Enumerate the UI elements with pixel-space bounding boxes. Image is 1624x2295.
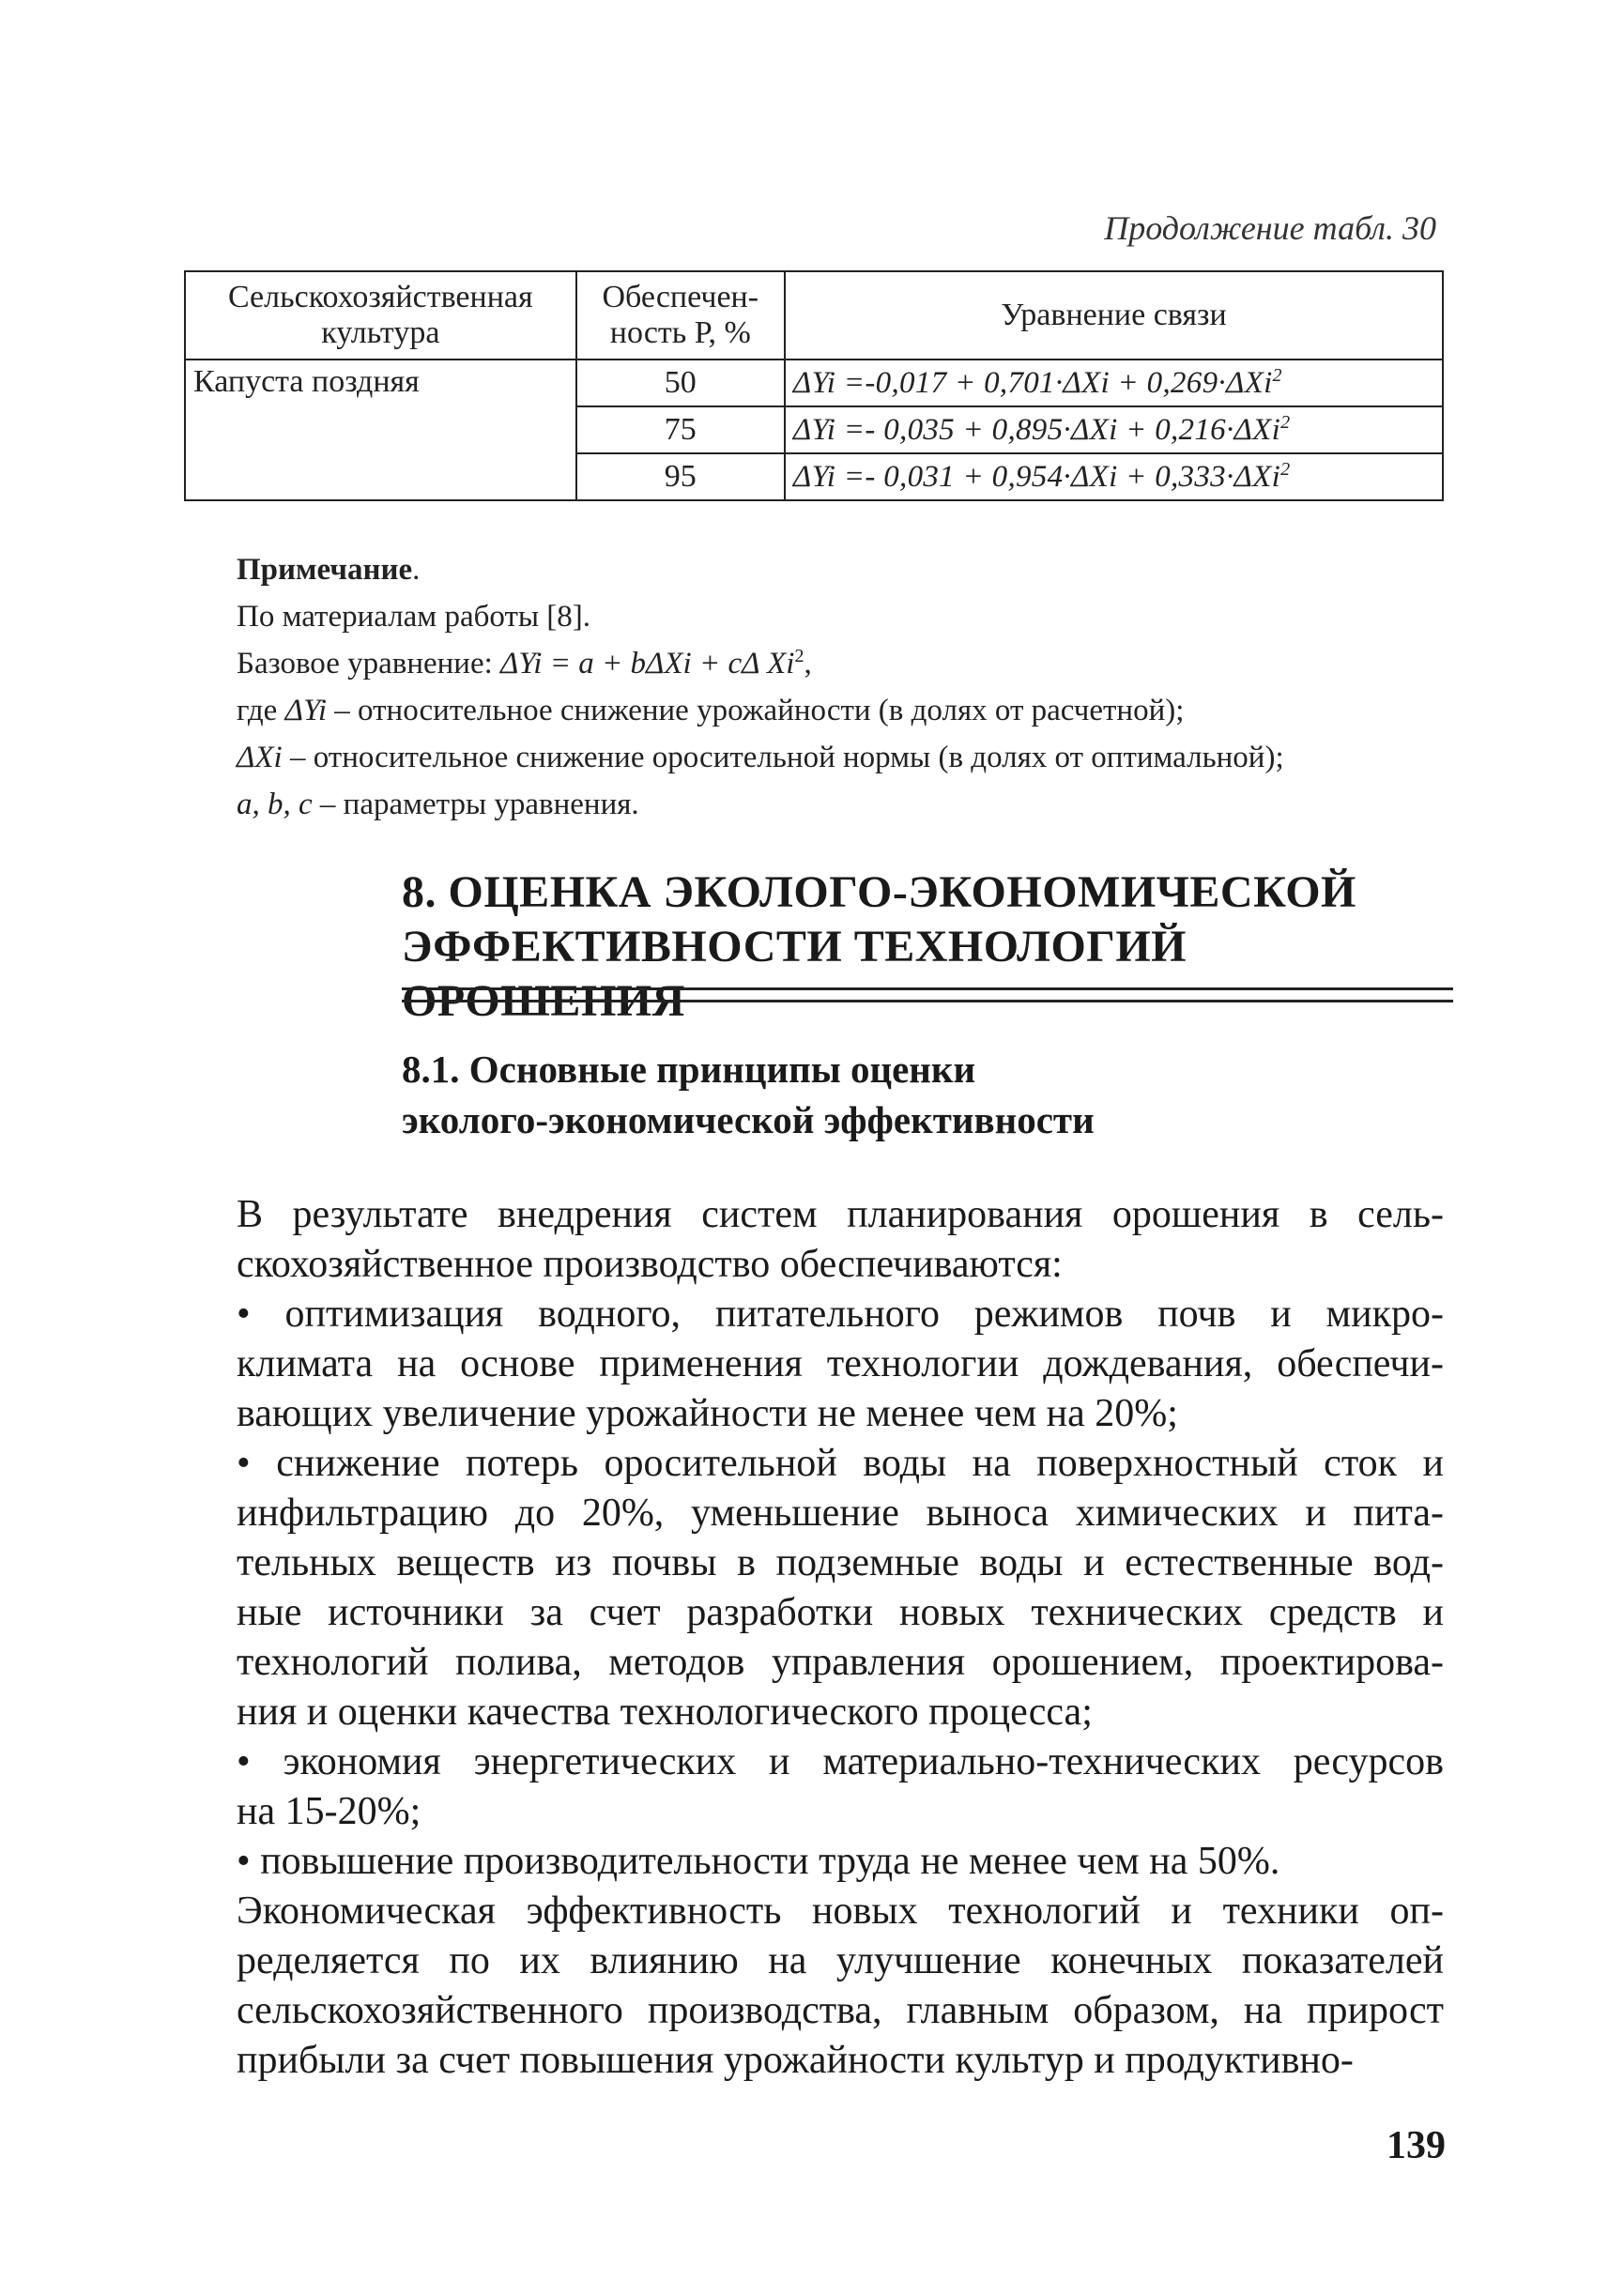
paragraph-line: тельных веществ из почвы в подземные воды и естественные вод-: [237, 1541, 1444, 1584]
paragraph-line: климата на основе применения технологии дождевания, обеспечи-: [237, 1342, 1444, 1385]
note-where-dx: ΔXi – относительное снижение оросительной нормы (в долях от оптимальной);: [237, 741, 1284, 774]
header-probability: Обеспечен-ность Р, %: [576, 271, 785, 360]
header-crop: Сельскохозяйственная культура: [185, 271, 576, 360]
paragraph-line: прибыли за счет повышения урожайности культур и продуктивно-: [237, 2039, 1354, 2082]
paragraph-line: • оптимизация водного, питательного режимов почв и микро-: [237, 1293, 1444, 1336]
section-heading: 8. ОЦЕНКА ЭКОЛОГО-ЭКОНОМИЧЕСКОЙ ЭФФЕКТИВНОСТИ ТЕХНОЛОГИЙ ОРОШЕНИЯ: [402, 867, 1356, 1026]
equation-table: [184, 270, 1444, 501]
table-header-row: [185, 271, 1443, 360]
note-base-equation: Базовое уравнение: ΔYi = a + bΔXi + cΔ Xi$^2$,: [237, 646, 812, 681]
note-title-line: Примечание.: [237, 553, 421, 587]
paragraph-line: сельскохозяйственного производства, главным образом, на прирост: [237, 1989, 1444, 2032]
crop-cell: Капуста поздняя: [185, 360, 576, 500]
paragraph-line: ределяется по их влиянию на улучшение конечных показателей: [237, 1939, 1444, 1982]
subsection-heading: 8.1. Основные принципы оценки эколого-экономической эффективности: [402, 1048, 1095, 1141]
paragraph-line: скохозяйственное производство обеспечиваются:: [237, 1243, 1063, 1286]
table-note: [237, 546, 1448, 828]
equation-cell: ΔYi =-0,017 + 0,701·ΔXi + 0,269·ΔXi$^2$: [785, 360, 1443, 406]
equation-cell: ΔYi =- 0,031 + 0,954·ΔXi + 0,333·ΔXi$^2$: [785, 453, 1443, 500]
paragraph-line: ния и оценки качества технологического процесса;: [237, 1691, 1093, 1734]
paragraph-line: технологий полива, методов управления орошением, проектирова-: [237, 1641, 1444, 1684]
paragraph: [184, 1887, 1444, 2086]
paragraph: [184, 1439, 1444, 1737]
body-text: [184, 1190, 1444, 2086]
equation-cell: ΔYi =- 0,035 + 0,895·ΔXi + 0,216·ΔXi$^2$: [785, 406, 1443, 453]
paragraph: [184, 1290, 1444, 1439]
probability-cell: 75: [576, 406, 785, 453]
paragraph-line: В результате внедрения систем планирования орошения в сель-: [237, 1193, 1444, 1236]
note-where-dy: где ΔYi – относительное снижение урожайности (в долях от расчетной);: [237, 694, 1185, 727]
paragraph: [184, 1837, 1444, 1887]
table-continuation-label: Продолжение табл. 30: [1104, 209, 1436, 247]
header-equation: Уравнение связи: [785, 271, 1443, 360]
paragraph: [184, 1737, 1444, 1837]
heading-double-rule: [402, 987, 1453, 1002]
paragraph-line: • экономия энергетических и материально-технических ресурсов: [237, 1740, 1444, 1783]
paragraph-line: • повышение производительности труда не менее чем на 50%.: [237, 1840, 1280, 1883]
note-params: a, b, c – параметры уравнения.: [237, 788, 639, 821]
paragraph: [184, 1190, 1444, 1290]
paragraph-line: ные источники за счет разработки новых технических средств и: [237, 1591, 1444, 1634]
paragraph-line: • снижение потерь оросительной воды на поверхностный сток и: [237, 1442, 1444, 1485]
note-title: Примечание: [237, 553, 413, 587]
probability-cell: 50: [576, 360, 785, 406]
paragraph-line: на 15-20%;: [237, 1790, 421, 1833]
paragraph-line: вающих увеличение урожайности не менее чем на 20%;: [237, 1392, 1178, 1435]
page-number: 139: [1387, 2124, 1446, 2167]
paragraph-line: Экономическая эффективность новых технологий и техники оп-: [237, 1890, 1444, 1933]
note-source: По материалам работы [8].: [237, 600, 591, 634]
probability-cell: 95: [576, 453, 785, 500]
table-row: [185, 360, 1443, 406]
paragraph-line: инфильтрацию до 20%, уменьшение выноса химических и пита-: [237, 1492, 1444, 1535]
